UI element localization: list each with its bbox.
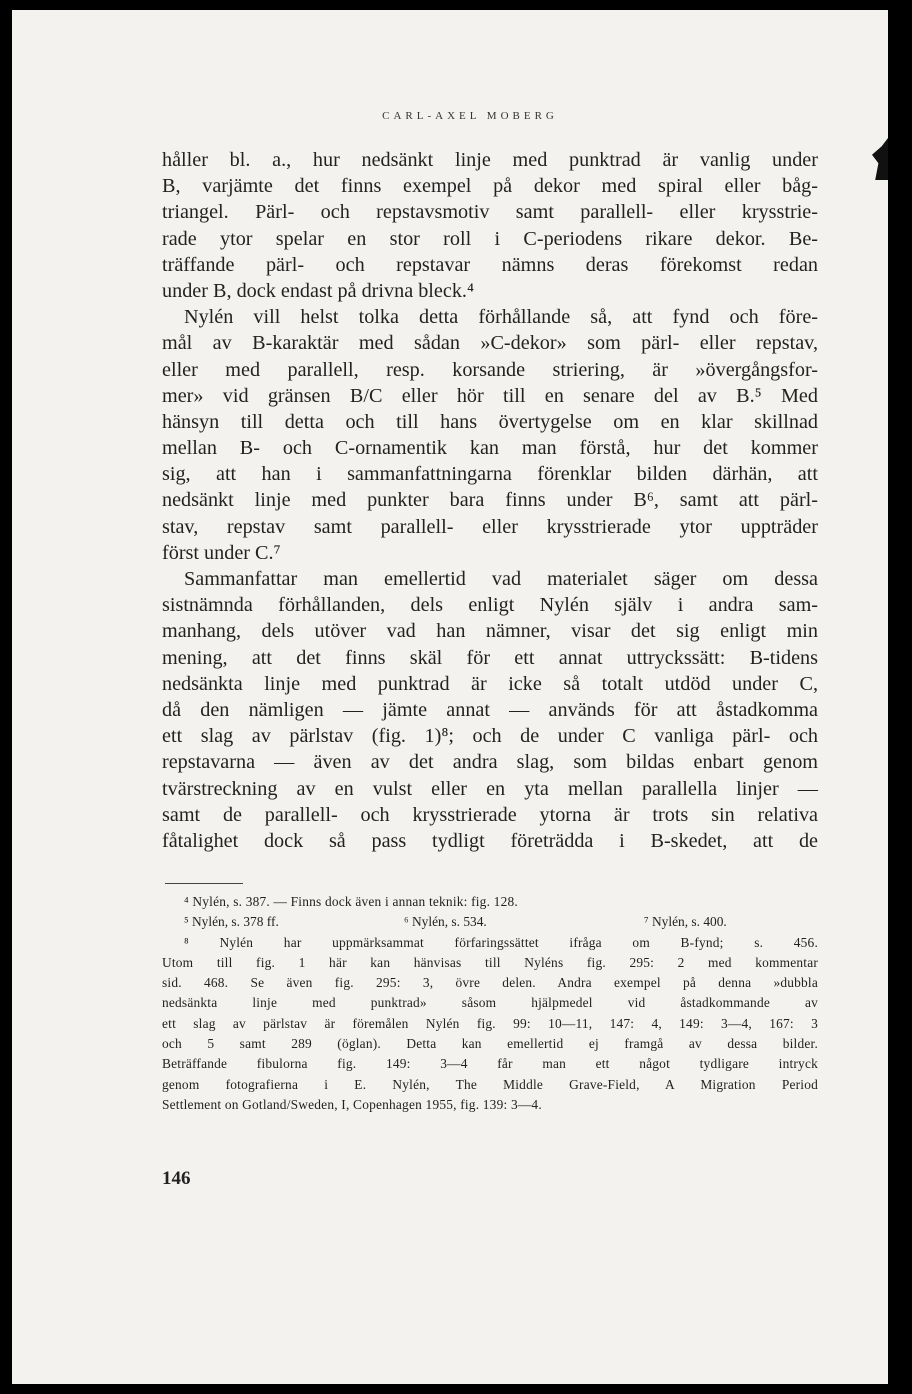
body-line: sistnämnda förhållanden, dels enligt Nylén själv i andra sam- [162, 594, 818, 617]
running-head: CARL-AXEL MOBERG [382, 110, 558, 122]
footnote-4: ⁴ Nylén, s. 387. — Finns dock även i annan teknik: fig. 128. [184, 894, 518, 909]
body-line: eller med parallell, resp. korsande striering, är »övergångsfor- [162, 358, 818, 381]
body-line: hänsyn till detta och till hans övertygelse om en klar skillnad [162, 410, 818, 433]
body-line: nedsänkt linje med punkter bara finns under B⁶, samt att pärl- [162, 489, 818, 512]
body-line: samt de parallell- och krysstrierade ytorna är trots sin relativa [162, 803, 818, 826]
body-line: mellan B- och C-ornamentik kan man förstå, hur det kommer [162, 437, 818, 460]
body-line: tvärstreckning av en vulst eller en yta mellan parallella linjer — [162, 777, 818, 800]
footnote-7: ⁷ Nylén, s. 400. [644, 914, 727, 930]
body-line: håller bl. a., hur nedsänkt linje med punktrad är vanlig under [162, 149, 818, 171]
footnotes-5-7 [162, 912, 818, 932]
footnotes [162, 892, 818, 1115]
body-line: rade ytor spelar en stor roll i C-periodens rikare dekor. Be- [162, 227, 818, 250]
body-line: träffande pärl- och repstavar nämns deras förekomst redan [162, 253, 818, 276]
body-line: ett slag av pärlstav (fig. 1)⁸; och de under C vanliga pärl- och [162, 725, 818, 748]
body-line: fåtalighet dock så pass tydligt företrädda i B-skedet, att de [162, 829, 818, 852]
book-page [12, 10, 888, 1384]
footnote-8-line: genom fotografierna i E. Nylén, The Middle Grave-Field, A Migration Period [162, 1076, 818, 1092]
body-text [162, 147, 818, 854]
body-line: nedsänkta linje med punktrad är icke så totalt utdöd under C, [162, 672, 818, 695]
page-number: 146 [162, 1168, 191, 1189]
footnote-8-line: Settlement on Gotland/Sweden, I, Copenhagen 1955, fig. 139: 3—4. [162, 1096, 542, 1112]
footnote-6: ⁶ Nylén, s. 534. [404, 914, 487, 930]
body-line: stav, repstav samt parallell- eller krysstrierade ytor uppträder [162, 515, 818, 538]
footnote-5: ⁵ Nylén, s. 378 ff. [184, 914, 279, 930]
footnote-8-line: sid. 468. Se även fig. 295: 3, övre delen. Andra exempel på denna »dubbla [162, 975, 818, 991]
body-line: Sammanfattar man emellertid vad materialet säger om dessa [184, 568, 818, 590]
footnote-8-line: Utom till fig. 1 här kan hänvisas till Nyléns fig. 295: 2 med kommentar [162, 954, 818, 970]
footnote-8 [162, 933, 818, 1116]
body-line: under B, dock endast på drivna bleck.⁴ [162, 279, 474, 302]
body-line: mening, att det finns skäl för ett annat uttryckssätt: B-tidens [162, 646, 818, 669]
body-line: mer» vid gränsen B/C eller hör till en senare del av B.⁵ Med [162, 384, 818, 407]
footnote-8-line: ⁸ Nylén har uppmärksammat förfaringssättet ifråga om B-fynd; s. 456. [184, 934, 818, 950]
body-line: Nylén vill helst tolka detta förhållande så, att fynd och före- [184, 306, 818, 329]
body-line: manhang, dels utöver vad han nämner, visar det sig enligt min [162, 620, 818, 643]
body-line: triangel. Pärl- och repstavsmotiv samt parallell- eller krysstrie- [162, 201, 818, 224]
footnote-8-line: Beträffande fibulorna fig. 149: 3—4 får man ett något tydligare intryck [162, 1056, 818, 1072]
body-line: repstavarna — även av det andra slag, som bildas enbart genom [162, 751, 818, 774]
body-line: mål av B-karaktär med sådan »C-dekor» som pärl- eller repstav, [162, 332, 818, 355]
body-line: sig, att han i sammanfattningarna förenklar bilden därhän, att [162, 463, 818, 486]
body-line: först under C.⁷ [162, 541, 281, 564]
footnote-8-line: ett slag av pärlstav är föremålen Nylén fig. 99: 10—11, 147: 4, 149: 3—4, 167: 3 [162, 1015, 818, 1031]
footnote-8-line: och 5 samt 289 (öglan). Detta kan emellertid ej framgå av dessa bilder. [162, 1036, 818, 1052]
body-line: B, varjämte det finns exempel på dekor med spiral eller båg- [162, 175, 818, 198]
footnote-8-line: nedsänkta linje med punktrad» såsom hjälpmedel vid åstadkommande av [162, 995, 818, 1011]
body-line: då den nämligen — jämte annat — används för att åstadkomma [162, 698, 818, 721]
footnote-rule [165, 883, 243, 884]
